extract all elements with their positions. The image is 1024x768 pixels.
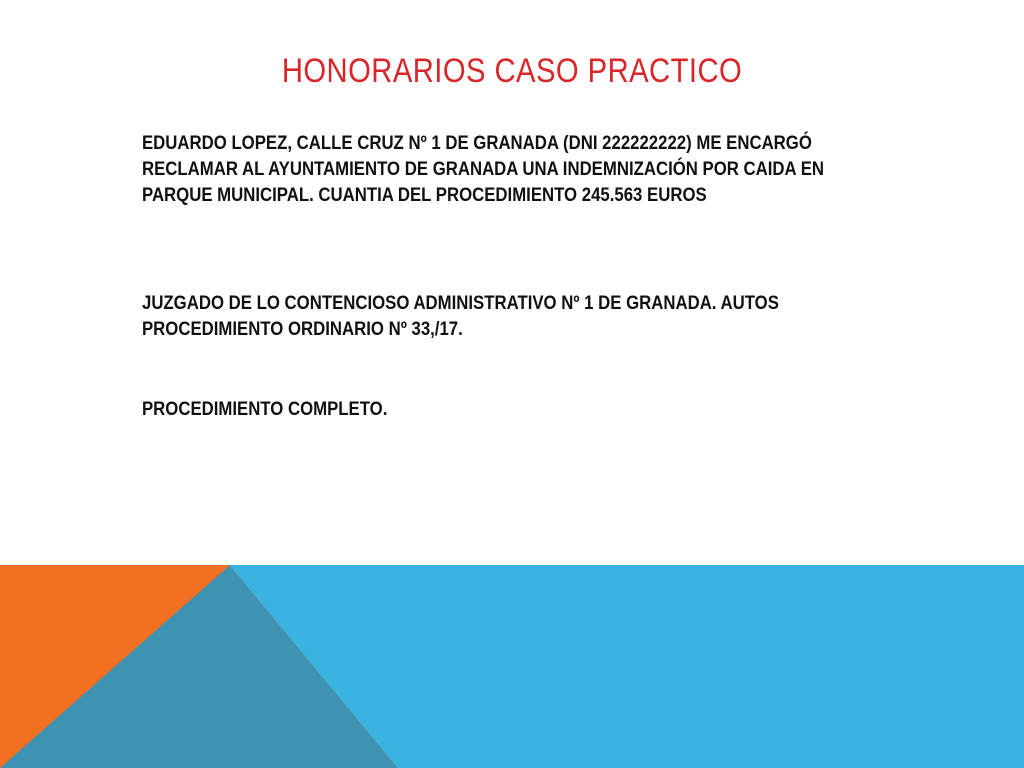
paragraph-court: JUZGADO DE LO CONTENCIOSO ADMINISTRATIVO Nº 1 DE GRANADA. AUTOS PROCEDIMIENTO ORDINARIO Nº 33,/17.: [142, 292, 779, 340]
paragraph-client-claim: EDUARDO LOPEZ, CALLE CRUZ Nº 1 DE GRANADA (DNI 222222222) ME ENCARGÓ RECLAMAR AL AYUNTAMIENTO DE GRANADA UNA INDEMNIZACIÓN POR CAIDA EN PARQUE MUNICIPAL. CUANTIA DEL PROCEDIMIENTO 245.563 EUROS: [142, 132, 824, 206]
decorative-footer-shapes: [0, 565, 1024, 768]
paragraph-procedure: PROCEDIMIENTO COMPLETO.: [142, 398, 388, 420]
slide-title: HONORARIOS CASO PRACTICO: [281, 52, 743, 90]
